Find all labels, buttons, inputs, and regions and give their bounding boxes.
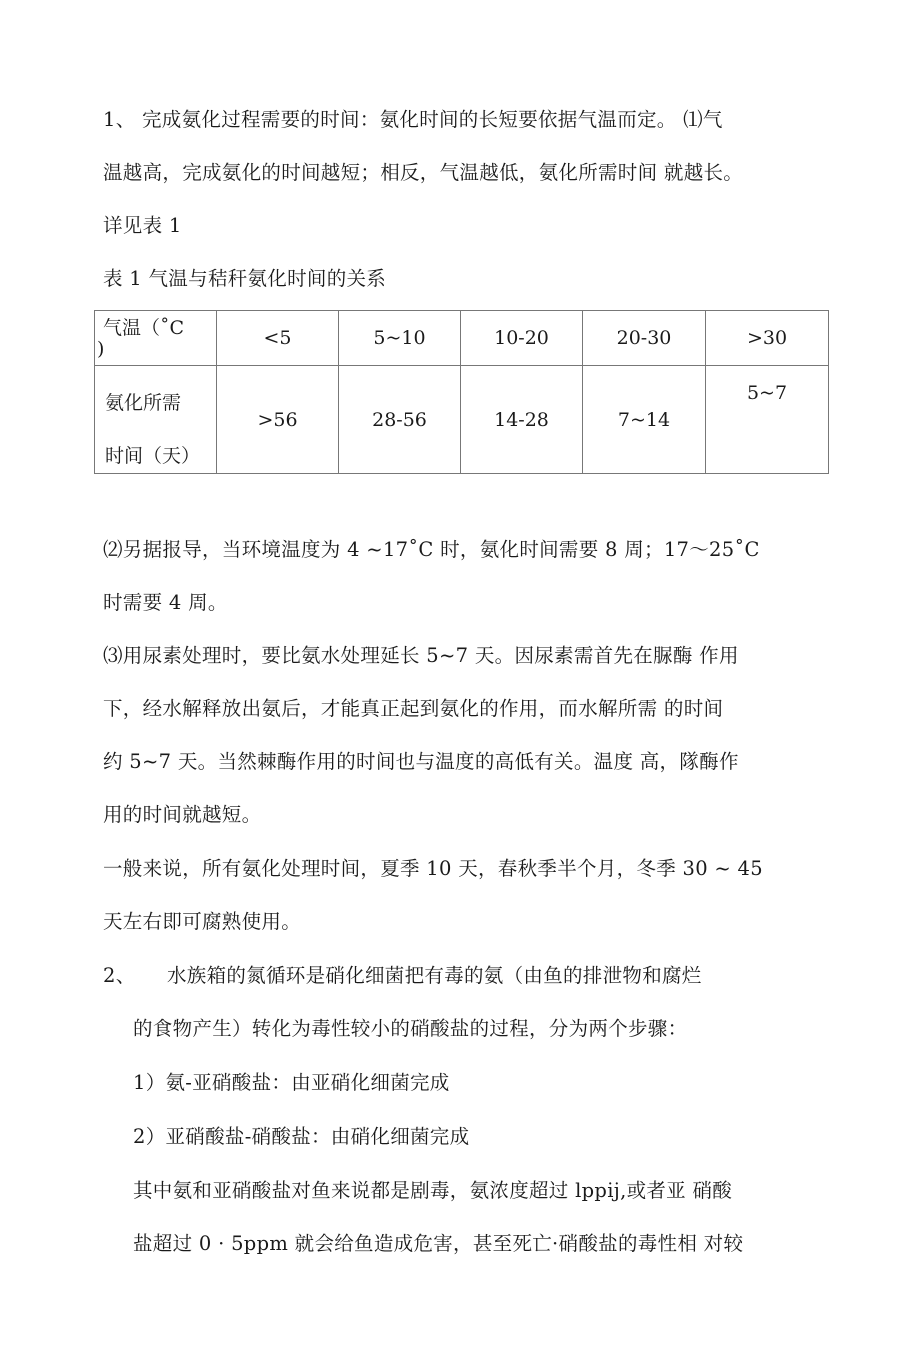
section2-step1: 1）氨-亚硝酸盐：由亚硝化细菌完成: [133, 1071, 450, 1094]
table-cell: 5~7: [706, 366, 829, 474]
section2-line4: 盐超过 0 · 5ppm 就会给鱼造成危害，甚至死亡·硝酸盐的毒性相 对较: [133, 1232, 744, 1255]
section2-step2: 2）亚硝酸盐-硝酸盐：由硝化细菌完成: [133, 1125, 470, 1148]
table-row: [95, 311, 829, 366]
para1-line3: 详见表 1: [103, 214, 182, 237]
section2-line2: 的食物产生）转化为毒性较小的硝酸盐的过程，分为两个步骤：: [133, 1017, 688, 1040]
table-header-temperature: 气温（˚C ): [95, 311, 217, 366]
para1-line2: 温越高，完成氨化的时间越短；相反，气温越低，氨化所需时间 就越长。: [103, 161, 744, 184]
para2-line1: ⑵另据报导，当环境温度为 4 ~17˚C 时，氨化时间需要 8 周；17～25˚C: [103, 538, 760, 561]
table-cell: >30: [706, 311, 829, 366]
para4-line1: 一般来说，所有氨化处理时间，夏季 10 天，春秋季半个月，冬季 30 ~ 45: [103, 857, 763, 880]
table-cell: 28-56: [339, 366, 461, 474]
temperature-ammoniation-table: [94, 310, 829, 474]
table-row: [95, 366, 829, 474]
table-cell: 7~14: [583, 366, 706, 474]
para1-line1: 1、 完成氨化过程需要的时间：氨化时间的长短要依据气温而定。 ⑴气: [103, 108, 723, 131]
table-caption: 表 1 气温与秸秆氨化时间的关系: [103, 267, 387, 290]
table-cell: 5~10: [339, 311, 461, 366]
table-cell: 10-20: [461, 311, 583, 366]
table-header-days: 氨化所需 时间（天）: [95, 366, 217, 474]
table-cell: >56: [217, 366, 339, 474]
table-cell: 20-30: [583, 311, 706, 366]
section2-line1: 水族箱的氮循环是硝化细菌把有毒的氨（由鱼的排泄物和腐烂: [167, 964, 702, 987]
table-cell: <5: [217, 311, 339, 366]
para4-line2: 天左右即可腐熟使用。: [103, 910, 302, 933]
section2-number: 2、: [103, 964, 136, 987]
para3-line4: 用的时间就越短。: [103, 803, 262, 826]
para3-line3: 约 5~7 天。当然棘酶作用的时间也与温度的高低有关。温度 高，隊酶作: [103, 750, 739, 773]
para2-line2: 时需要 4 周。: [103, 591, 228, 614]
para3-line2: 下，经水解释放出氨后，才能真正起到氨化的作用，而水解所需 的时间: [103, 697, 724, 720]
table-cell: 14-28: [461, 366, 583, 474]
para3-line1: ⑶用尿素处理时，要比氨水处理延长 5~7 天。因尿素需首先在脲酶 作用: [103, 644, 739, 667]
section2-line3: 其中氨和亚硝酸盐对鱼来说都是剧毒，氨浓度超过 lppij,或者亚 硝酸: [133, 1179, 733, 1202]
